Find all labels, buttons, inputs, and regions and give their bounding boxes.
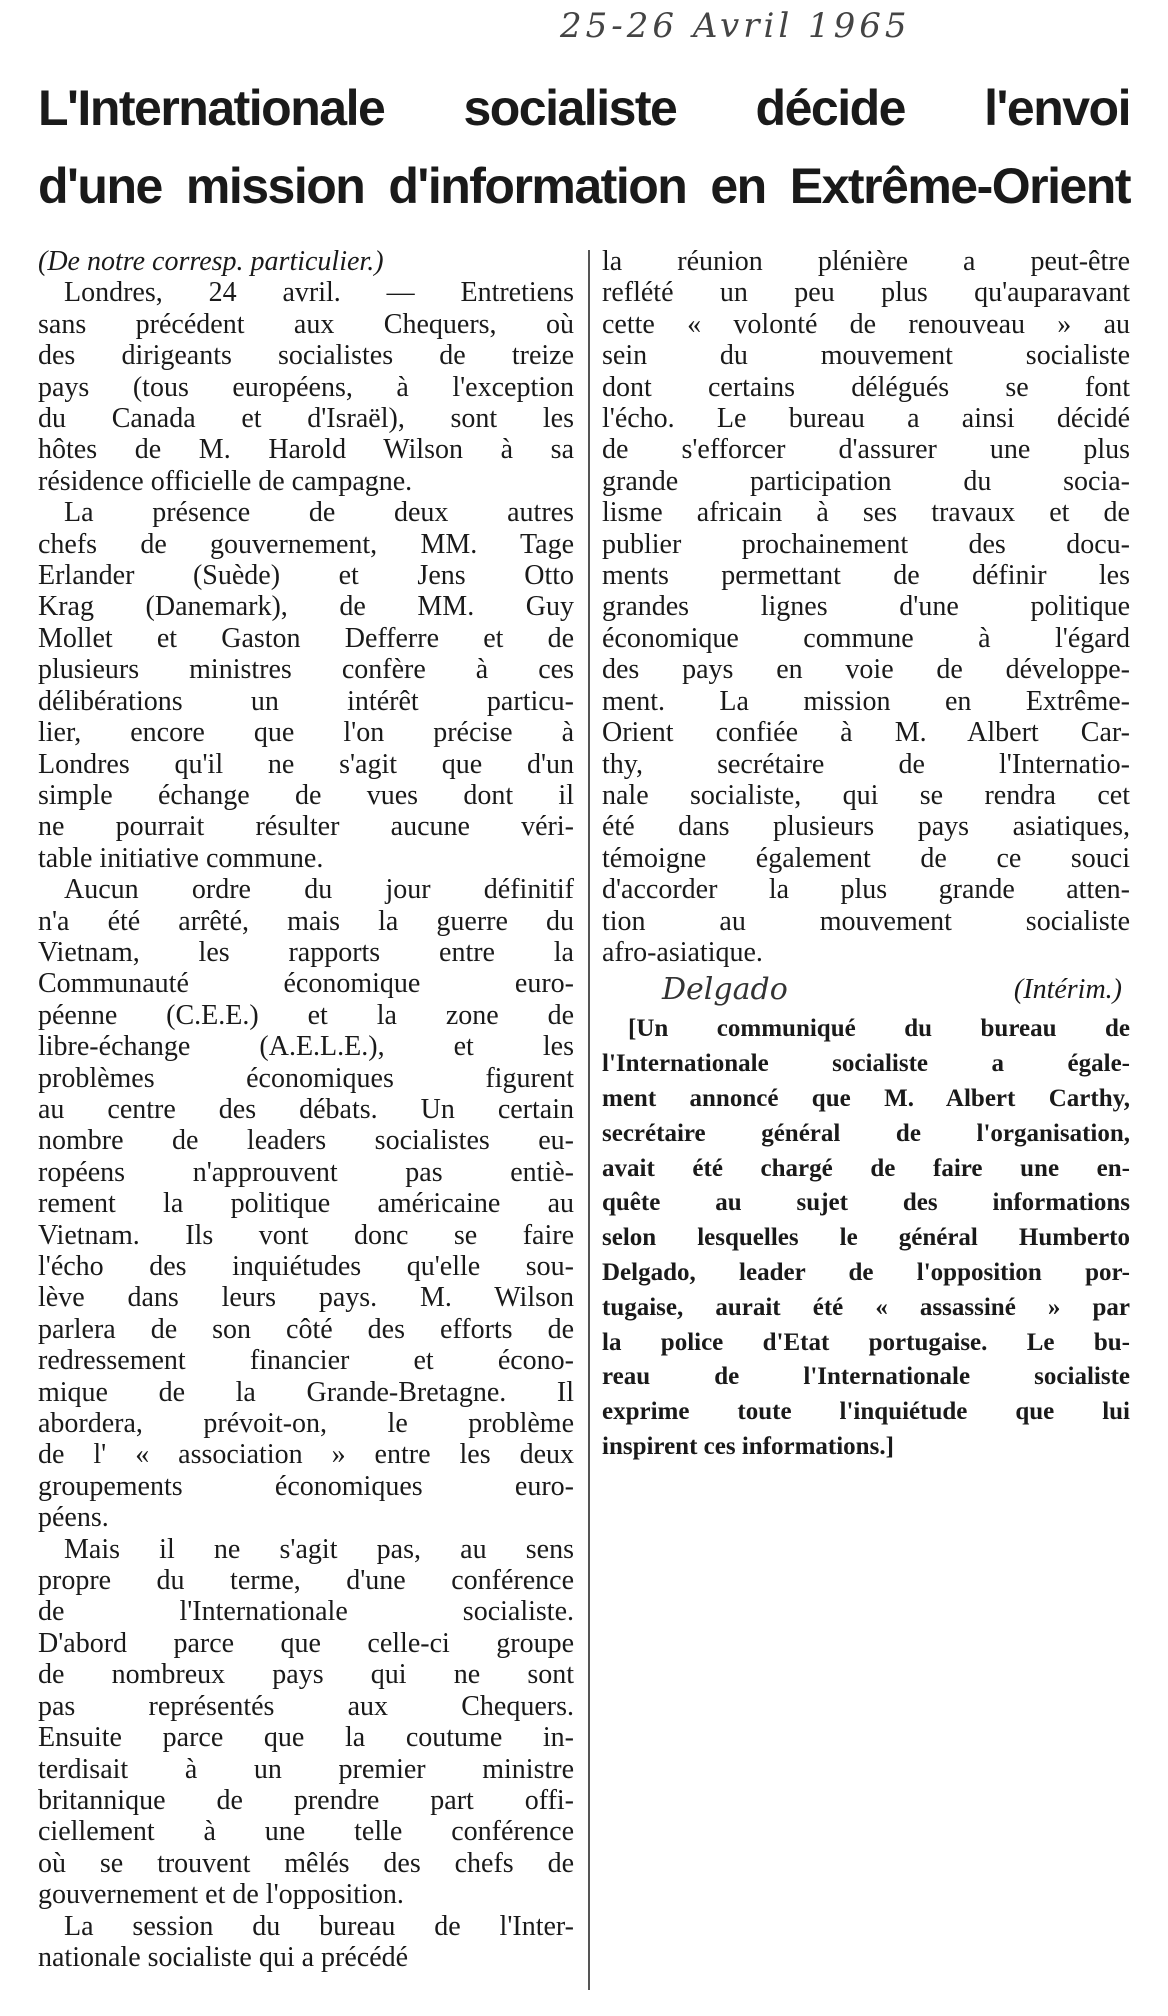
article-line: afro-asiatique. xyxy=(602,936,763,968)
article-line: nombre de leaders socialistes eu- xyxy=(38,1125,574,1157)
article-line: simple échange de vues dont il xyxy=(38,779,574,811)
article-line: économique commune à l'égard xyxy=(602,622,1130,654)
article-line: témoigne également de ce souci xyxy=(602,842,1130,874)
article-line: lier, encore que l'on précise à xyxy=(38,717,574,749)
article-line: pas représentés aux Chequers. xyxy=(38,1690,574,1722)
article-line: n'a été arrêté, mais la guerre du xyxy=(38,905,574,937)
signature-line xyxy=(602,968,1130,1012)
article-line: tion au mouvement socialiste xyxy=(602,905,1130,937)
article-line: l'écho des inquiétudes qu'elle sou- xyxy=(38,1251,574,1282)
article-line: D'abord parce que celle-ci groupe xyxy=(38,1627,574,1659)
communique-line: secrétaire général de l'organisation, xyxy=(602,1119,1130,1147)
handwritten-signature: Delgado xyxy=(662,972,788,1008)
article-line: Ensuite parce que la coutume in- xyxy=(38,1722,574,1754)
article-line: lisme africain à ses travaux et de xyxy=(602,497,1130,529)
communique-line: [Un communiqué du bureau de xyxy=(628,1015,1130,1043)
handwritten-date-annotation: 25-26 Avril 1965 xyxy=(560,6,911,46)
left-column xyxy=(38,246,574,1973)
article-line: cette « volonté de renouveau » au xyxy=(602,308,1130,340)
article-line: la réunion plénière a peut-être xyxy=(602,246,1130,277)
article-line: délibérations un intérêt particu- xyxy=(38,685,574,717)
article-line: mique de la Grande-Bretagne. Il xyxy=(38,1376,574,1408)
article-line: de nombreux pays qui ne sont xyxy=(38,1659,574,1691)
article-line: nale socialiste, qui se rendra cet xyxy=(602,779,1130,811)
article-line: groupements économiques euro- xyxy=(38,1470,574,1502)
article-line: La présence de deux autres xyxy=(64,497,574,529)
article-line: où se trouvent mêlés des chefs de xyxy=(38,1847,574,1879)
right-column xyxy=(602,246,1130,1465)
article-line: reflété un peu plus qu'auparavant xyxy=(602,277,1130,309)
article-line: ments permettant de définir les xyxy=(602,560,1130,592)
article-line: dont certains délégués se font xyxy=(602,371,1130,403)
article-line: Mais il ne s'agit pas, au sens xyxy=(64,1533,574,1565)
article-line: abordera, prévoit-on, le problème xyxy=(38,1408,574,1440)
headline-line-1: L'Internationale socialiste décide l'envoi xyxy=(38,80,1130,136)
communique-line: inspirent ces informations.] xyxy=(602,1432,894,1460)
article-line: l'écho. Le bureau a ainsi décidé xyxy=(602,403,1130,435)
article-line: péenne (C.E.E.) et la zone de xyxy=(38,999,574,1031)
article-line: Erlander (Suède) et Jens Otto xyxy=(38,560,574,592)
communique-line: la police d'Etat portugaise. Le bu- xyxy=(602,1328,1130,1356)
article-line: Vietnam, les rapports entre la xyxy=(38,936,574,968)
article-line: grandes lignes d'une politique xyxy=(602,591,1130,623)
article-line: lève dans leurs pays. M. Wilson xyxy=(38,1282,574,1314)
article-line: britannique de prendre part offi- xyxy=(38,1784,574,1816)
article-line: Communauté économique euro- xyxy=(38,968,574,1000)
communique-line: selon lesquelles le général Humberto xyxy=(602,1224,1130,1252)
communique-line: Delgado, leader de l'opposition por- xyxy=(602,1258,1130,1286)
communique-line: quête au sujet des informations xyxy=(602,1189,1130,1217)
article-line: Londres qu'il ne s'agit que d'un xyxy=(38,748,574,780)
communique-line: tugaise, aurait été « assassiné » par xyxy=(602,1293,1130,1321)
communique-line: exprime toute l'inquiétude que lui xyxy=(602,1398,1130,1426)
communique-box xyxy=(602,1012,1130,1464)
column-divider xyxy=(588,250,590,1990)
article-line: hôtes de M. Harold Wilson à sa xyxy=(38,434,574,466)
article-line: d'accorder la plus grande atten- xyxy=(602,874,1130,906)
article-line: Orient confiée à M. Albert Car- xyxy=(602,717,1130,749)
communique-line: reau de l'Internationale socialiste xyxy=(602,1363,1130,1391)
article-line: sans précédent aux Chequers, où xyxy=(38,308,574,340)
article-line: été dans plusieurs pays asiatiques, xyxy=(602,811,1130,843)
article-line: de l'Internationale socialiste. xyxy=(38,1596,574,1628)
article-line: table initiative commune. xyxy=(38,842,324,874)
article-line: de l' « association » entre les deux xyxy=(38,1439,574,1471)
article-line: sein du mouvement socialiste xyxy=(602,340,1130,372)
article-line: chefs de gouvernement, MM. Tage xyxy=(38,528,574,560)
communique-line: avait été chargé de faire une en- xyxy=(602,1154,1130,1182)
article-line: gouvernement et de l'opposition. xyxy=(38,1879,404,1911)
article-line: libre-échange (A.E.L.E.), et les xyxy=(38,1031,574,1063)
article-line: parlera de son côté des efforts de xyxy=(38,1313,574,1345)
correspondent-signature: (Intérim.) xyxy=(1013,974,1122,1006)
article-line: pays (tous européens, à l'exception xyxy=(38,371,574,403)
article-line: Mollet et Gaston Defferre et de xyxy=(38,622,574,654)
article-line: Vietnam. Ils vont donc se faire xyxy=(38,1219,574,1251)
article-line: ne pourrait résulter aucune véri- xyxy=(38,811,574,843)
communique-line: ment annoncé que M. Albert Carthy, xyxy=(602,1084,1130,1112)
article-line: terdisait à un premier ministre xyxy=(38,1753,574,1785)
article-line: ciellement à une telle conférence xyxy=(38,1816,574,1848)
article-line: ment. La mission en Extrême- xyxy=(602,685,1130,717)
article-line: des dirigeants socialistes de treize xyxy=(38,340,574,372)
article-line: Londres, 24 avril. — Entretiens xyxy=(64,277,574,309)
article-line: publier prochainement des docu- xyxy=(602,528,1130,560)
article-line: du Canada et d'Israël), sont les xyxy=(38,403,574,435)
article-line: grande participation du socia- xyxy=(602,465,1130,497)
byline: (De notre corresp. particulier.) xyxy=(38,246,384,277)
article-line: plusieurs ministres confère à ces xyxy=(38,654,574,686)
article-line: rement la politique américaine au xyxy=(38,1188,574,1220)
article-line: de s'efforcer d'assurer une plus xyxy=(602,434,1130,466)
article-line: redressement financier et écono- xyxy=(38,1345,574,1377)
article-line: thy, secrétaire de l'Internatio- xyxy=(602,748,1130,780)
communique-line: l'Internationale socialiste a égale- xyxy=(602,1050,1130,1078)
article-line: La session du bureau de l'Inter- xyxy=(64,1910,574,1942)
article-line: Krag (Danemark), de MM. Guy xyxy=(38,591,574,623)
article-line: ropéens n'approuvent pas entiè- xyxy=(38,1156,574,1188)
article-line: au centre des débats. Un certain xyxy=(38,1093,574,1125)
article-line: propre du terme, d'une conférence xyxy=(38,1565,574,1597)
article-line: Aucun ordre du jour définitif xyxy=(64,874,574,906)
article-line: des pays en voie de développe- xyxy=(602,654,1130,686)
article-line: péens. xyxy=(38,1502,109,1534)
article-line: résidence officielle de campagne. xyxy=(38,465,413,497)
article-line: problèmes économiques figurent xyxy=(38,1062,574,1094)
headline-line-2: d'une mission d'information en Extrême-Orient xyxy=(38,158,1130,214)
article-line: nationale socialiste qui a précédé xyxy=(38,1941,409,1973)
